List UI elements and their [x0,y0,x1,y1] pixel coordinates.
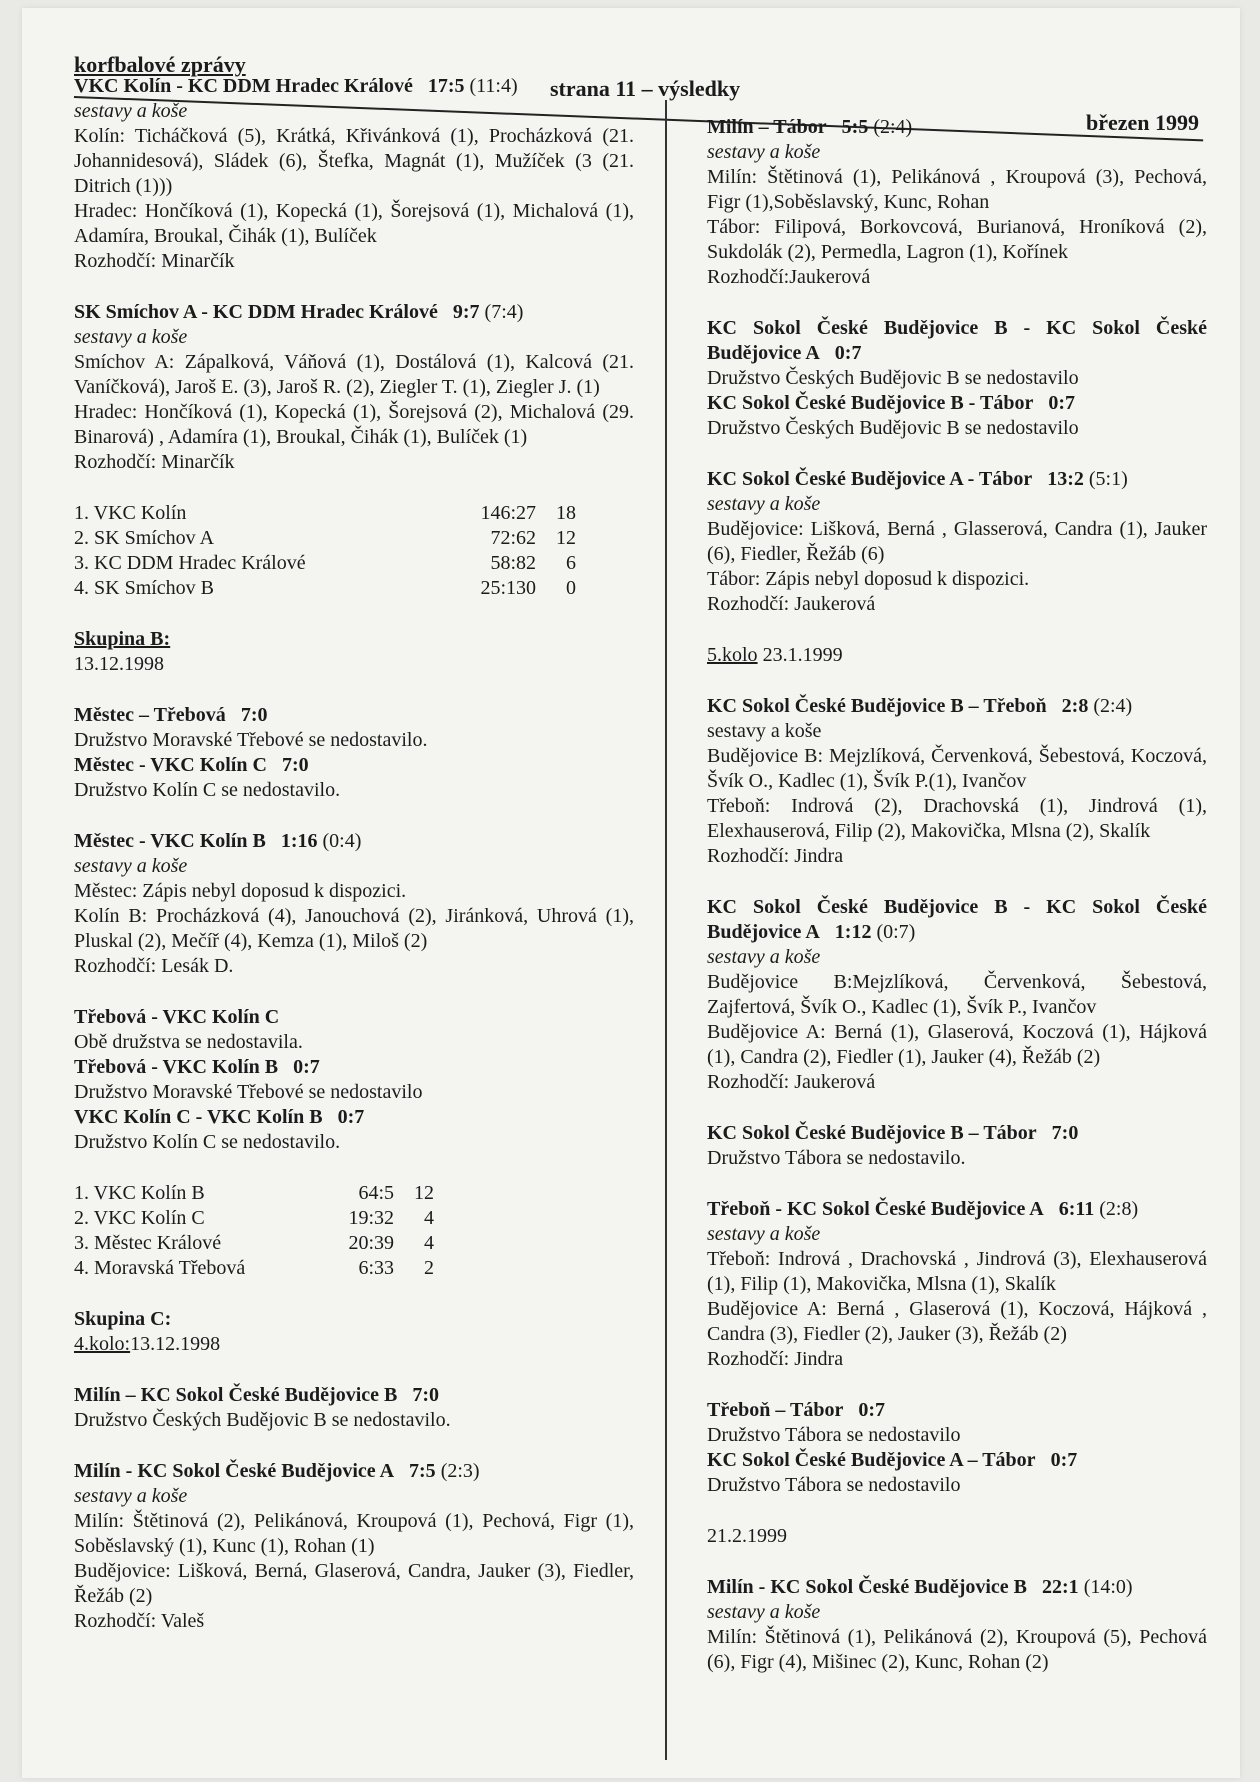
goals-cell: 25:130 [480,577,536,599]
lineup-line: Kolín: Ticháčková (5), Krátká, Křivánková (1), Procházková (21. Johannidesová), Sládek (6), Štefka, Magnát (1), Mužíček (3 (21. Ditrich (1))) [74,125,634,197]
round-label: 5.kolo [707,644,758,666]
match-score: 7:0 [281,754,309,776]
referee-line: Rozhodčí: Jaukerová [707,1071,876,1093]
match-teams: KC Sokol České Budějovice B - Tábor [707,392,1034,414]
match-title [74,1105,634,1130]
issue-date: březen 1999 [1086,110,1200,135]
points-cell: 12 [414,1182,434,1204]
points-cell: 4 [424,1232,434,1254]
round-date: 23.1.1999 [762,644,843,666]
match-note: Obě družstva se nedostavila. [74,1031,303,1053]
match-title [707,1197,1207,1222]
match-report [707,694,1207,869]
page-label: strana 11 – výsledky [550,76,741,101]
match-title [74,829,634,854]
match-report [74,1055,634,1105]
lineup-line: Městec: Zápis nebyl doposud k dispozici. [74,880,407,902]
page-sheet [22,8,1240,1778]
team-cell: 4. Moravská Třebová [74,1257,246,1279]
match-teams: Městec - VKC Kolín B [74,830,266,852]
lineup-line: Budějovice A: Berná (1), Glaserová, Koczová (1), Hájková (1), Candra (2), Fiedler (1), Jauker (4), Řežáb (2) [707,1021,1207,1068]
halftime-score: (2:4) [1093,695,1133,717]
halftime-score: (14:0) [1083,1576,1133,1598]
lineup-line: Milín: Štětinová (1), Pelikánová , Kroupová (3), Pechová, Figr (1),Soběslavský, Kunc, Rohan [707,166,1207,213]
referee-line: Rozhodčí: Minarčík [74,451,235,473]
lineup-label: sestavy a koše [74,855,188,877]
standings-table [74,501,576,601]
referee-line: Rozhodčí: Lesák D. [74,955,234,977]
match-score: 22:1 [1042,1576,1079,1598]
match-report [74,703,634,753]
match-score: 0:7 [858,1399,885,1421]
match-report [74,300,634,475]
lineup-line: Budějovice: Lišková, Berná , Glasserová, Candra (1), Jauker (6), Fiedler, Řežáb (6) [707,518,1207,565]
points-cell: 2 [424,1257,434,1279]
group-heading [74,1307,634,1357]
match-report [74,1459,634,1634]
match-teams: VKC Kolín - KC DDM Hradec Králové [74,75,413,97]
match-title [707,1398,1207,1423]
match-title [707,1575,1207,1600]
match-score: 1:12 [834,921,872,943]
points-cell: 18 [556,502,576,524]
match-note: Družstvo Českých Budějovic B se nedostavilo [707,367,1079,389]
match-teams: Městec - VKC Kolín C [74,754,267,776]
team-cell: 2. SK Smíchov A [74,527,215,549]
match-note: Družstvo Tábora se nedostavilo [707,1424,961,1446]
match-report [707,1398,1207,1448]
lineup-line: Budějovice: Lišková, Berná, Glaserová, Candra, Jauker (3), Fiedler, Řežáb (2) [74,1560,634,1607]
lineup-line: Milín: Štětinová (2), Pelikánová, Kroupová (1), Pechová, Figr (1), Soběslavský (1), Kunc (1), Rohan (1) [74,1510,634,1557]
match-note: Družstvo Kolín C se nedostavilo. [74,779,341,801]
lineup-line: Tábor: Zápis nebyl doposud k dispozici. [707,568,1030,590]
match-title [707,1448,1207,1473]
match-report [707,115,1207,290]
match-teams: KC Sokol České Budějovice B – Třeboň [707,695,1047,717]
referee-line: Rozhodčí: Valeš [74,1610,205,1632]
referee-line: Rozhodčí: Minarčík [74,250,235,272]
lineup-label: sestavy a koše [707,946,821,968]
halftime-score: (7:4) [484,301,524,323]
match-teams: VKC Kolín C - VKC Kolín B [74,1106,323,1128]
match-title [74,1055,634,1080]
match-teams: Milín – KC Sokol České Budějovice B [74,1384,398,1406]
match-teams: KC Sokol České Budějovice B - KC Sokol České Budějovice A [707,896,1207,943]
match-teams: SK Smíchov A - KC DDM Hradec Králové [74,301,438,323]
match-title: Třebová - VKC Kolín C [74,1006,280,1028]
round-date: 21.2.1999 [707,1525,787,1547]
group-heading [74,627,634,677]
match-teams: Milín - KC Sokol České Budějovice A [74,1460,395,1482]
newsletter-title: korfbalové zprávy [74,52,246,77]
match-title [74,753,634,778]
standings-row [74,1256,434,1281]
match-report [707,316,1207,391]
match-score: 0:7 [834,342,862,364]
match-score: 1:16 [280,830,318,852]
match-teams: Městec – Třebová [74,704,226,726]
halftime-score: (0:4) [322,830,362,852]
halftime-score: (0:7) [876,921,916,943]
match-teams: KC Sokol České Budějovice B – Tábor [707,1122,1037,1144]
match-report [707,1575,1207,1675]
right-column [707,115,1207,1675]
match-score: 17:5 [427,75,465,97]
lineup-line: Tábor: Filipová, Borkovcová, Burianová, Hroníková (2), Sukdolák (2), Permedla, Lagron (1), Kořínek [707,216,1207,263]
match-title [74,1459,634,1484]
halftime-score: (2:3) [440,1460,480,1482]
match-note: Družstvo Moravské Třebové se nedostavilo. [74,729,428,751]
match-teams: KC Sokol České Budějovice A – Tábor [707,1449,1036,1471]
halftime-score: (11:4) [469,75,518,97]
standings-row [74,1231,434,1256]
match-teams: KC Sokol České Budějovice B - KC Sokol České Budějovice A [707,317,1207,364]
referee-line: Rozhodčí: Jaukerová [707,593,876,615]
match-note: Družstvo Moravské Třebové se nedostavilo [74,1081,423,1103]
group-title: Skupina B: [74,628,171,650]
team-cell: 2. VKC Kolín C [74,1207,205,1229]
lineup-line: Třeboň: Indrová (2), Drachovská (1), Jindrová (1), Elexhauserová, Filip (2), Makovička, Mlsna (2), Skalík [707,795,1207,842]
lineup-line: Smíchov A: Zápalková, Váňová (1), Dostálová (1), Kalcová (21. Vaníčková), Jaroš E. (3), Jaroš R. (2), Ziegler T. (1), Ziegler J. (1) [74,351,634,398]
goals-cell: 19:32 [348,1207,394,1229]
match-note: Družstvo Tábora se nedostavilo. [707,1147,966,1169]
lineup-line: Budějovice B:Mejzlíková, Červenková, Šebestová, Zajfertová, Švík O., Kadlec (1), Švík P., Ivančov [707,971,1207,1018]
lineup-line: Hradec: Hončíková (1), Kopecká (1), Šorejsová (2), Michalová (29. Binarová) , Adamíra (1), Broukal, Čihák (1), Bulíček (1) [74,401,634,448]
round-line [707,643,1207,668]
standings-row [74,1206,434,1231]
match-teams: KC Sokol České Budějovice A - Tábor [707,468,1033,490]
referee-line: Rozhodčí:Jaukerová [707,266,871,288]
lineup-label: sestavy a koše [707,1223,821,1245]
column-divider [665,100,667,1760]
points-cell: 6 [566,552,576,574]
match-score: 0:7 [1050,1449,1078,1471]
team-cell: 4. SK Smíchov B [74,577,215,599]
lineup-label: sestavy a koše [707,1601,821,1623]
match-score: 7:0 [240,704,268,726]
standings-row [74,1181,434,1206]
halftime-score: (5:1) [1088,468,1128,490]
match-report [74,1005,634,1055]
match-report [74,753,634,803]
match-title [707,467,1207,492]
match-report [707,391,1207,441]
match-report [707,1121,1207,1171]
team-cell: 3. KC DDM Hradec Králové [74,552,306,574]
match-teams: Třeboň - KC Sokol České Budějovice A [707,1198,1044,1220]
lineup-line: Třeboň: Indrová , Drachovská , Jindrová (3), Elexhauserová (1), Filip (1), Makovička, Mlsna (1), Skalík [707,1248,1207,1295]
match-report [707,467,1207,617]
match-title [707,895,1207,945]
match-title [74,1383,634,1408]
match-teams: Třebová - VKC Kolín B [74,1056,279,1078]
match-teams: Milín – Tábor [707,116,827,138]
lineup-label: sestavy a koše [74,100,188,122]
match-report [74,74,634,274]
match-title [707,1121,1207,1146]
match-note: Družstvo Českých Budějovic B se nedostavilo [707,417,1079,439]
standings-row [74,551,576,576]
goals-cell: 58:82 [490,552,536,574]
match-note: Družstvo Českých Budějovic B se nedostavilo. [74,1409,451,1431]
points-cell: 0 [566,577,576,599]
match-score: 7:0 [1051,1122,1079,1144]
lineup-line: Budějovice A: Berná , Glaserová (1), Koczová, Hájková , Candra (3), Fiedler (2), Jauker (3), Řežáb (2) [707,1298,1207,1345]
match-report [74,1383,634,1433]
team-cell: 1. VKC Kolín B [74,1182,205,1204]
referee-line: Rozhodčí: Jindra [707,845,844,867]
goals-cell: 6:33 [358,1257,394,1279]
lineup-label: sestavy a koše [707,493,821,515]
match-note: Družstvo Kolín C se nedostavilo. [74,1131,341,1153]
match-report [707,1197,1207,1372]
match-score: 5:5 [841,116,869,138]
match-score: 0:7 [337,1106,365,1128]
group-title: Skupina C: [74,1308,172,1330]
match-title [74,74,634,99]
goals-cell: 20:39 [348,1232,394,1254]
round-label: 4.kolo: [74,1333,131,1355]
goals-cell: 64:5 [358,1182,394,1204]
lineup-label: sestavy a koše [74,326,188,348]
lineup-label: sestavy a koše [707,720,822,742]
lineup-line: Milín: Štětinová (1), Pelikánová (2), Kroupová (5), Pechová (6), Figr (4), Mišinec (2), Kunc, Rohan (2) [707,1626,1207,1673]
goals-cell: 72:62 [490,527,536,549]
points-cell: 12 [556,527,576,549]
standings-row [74,526,576,551]
halftime-score: (2:4) [873,116,913,138]
match-title [707,316,1207,366]
match-note: Družstvo Tábora se nedostavilo [707,1474,961,1496]
lineup-line: Kolín B: Procházková (4), Janouchová (2), Jiránková, Uhrová (1), Pluskal (2), Mečíř (4), Kemza (1), Miloš (2) [74,905,634,952]
match-report [74,1105,634,1155]
group-date: 13.12.1998 [74,653,164,675]
match-report [707,1448,1207,1498]
match-score: 9:7 [452,301,480,323]
match-score: 7:0 [412,1384,440,1406]
goals-cell: 146:27 [480,502,536,524]
match-title [74,300,634,325]
referee-line: Rozhodčí: Jindra [707,1348,844,1370]
match-report [707,895,1207,1095]
left-column [74,74,634,1634]
halftime-score: (2:8) [1099,1198,1139,1220]
round-line [74,1332,634,1357]
match-score: 0:7 [293,1056,320,1078]
team-cell: 1. VKC Kolín [74,502,187,524]
match-score: 7:5 [409,1460,436,1482]
match-title [707,115,1207,140]
match-report [74,829,634,979]
standings-row [74,576,576,601]
standings-row [74,501,576,526]
match-score: 6:11 [1058,1198,1095,1220]
lineup-label: sestavy a koše [74,1485,188,1507]
match-title [707,694,1207,719]
match-title [74,703,634,728]
lineup-line: Hradec: Hončíková (1), Kopecká (1), Šorejsová (1), Michalová (1), Adamíra, Broukal, Čihák (1), Bulíček [74,200,634,247]
match-teams: Třeboň – Tábor [707,1399,844,1421]
match-score: 0:7 [1048,392,1075,414]
team-cell: 3. Městec Králové [74,1232,222,1254]
match-score: 13:2 [1047,468,1084,490]
points-cell: 4 [424,1207,434,1229]
round-date: 13.12.1998 [130,1333,221,1355]
lineup-line: Budějovice B: Mejzlíková, Červenková, Šebestová, Koczová, Švík O., Kadlec (1), Švík P.(1), Ivančov [707,745,1207,792]
match-title [707,391,1207,416]
lineup-label: sestavy a koše [707,141,821,163]
match-score: 2:8 [1061,695,1089,717]
match-teams: Milín - KC Sokol České Budějovice B [707,1576,1028,1598]
standings-table [74,1181,434,1281]
